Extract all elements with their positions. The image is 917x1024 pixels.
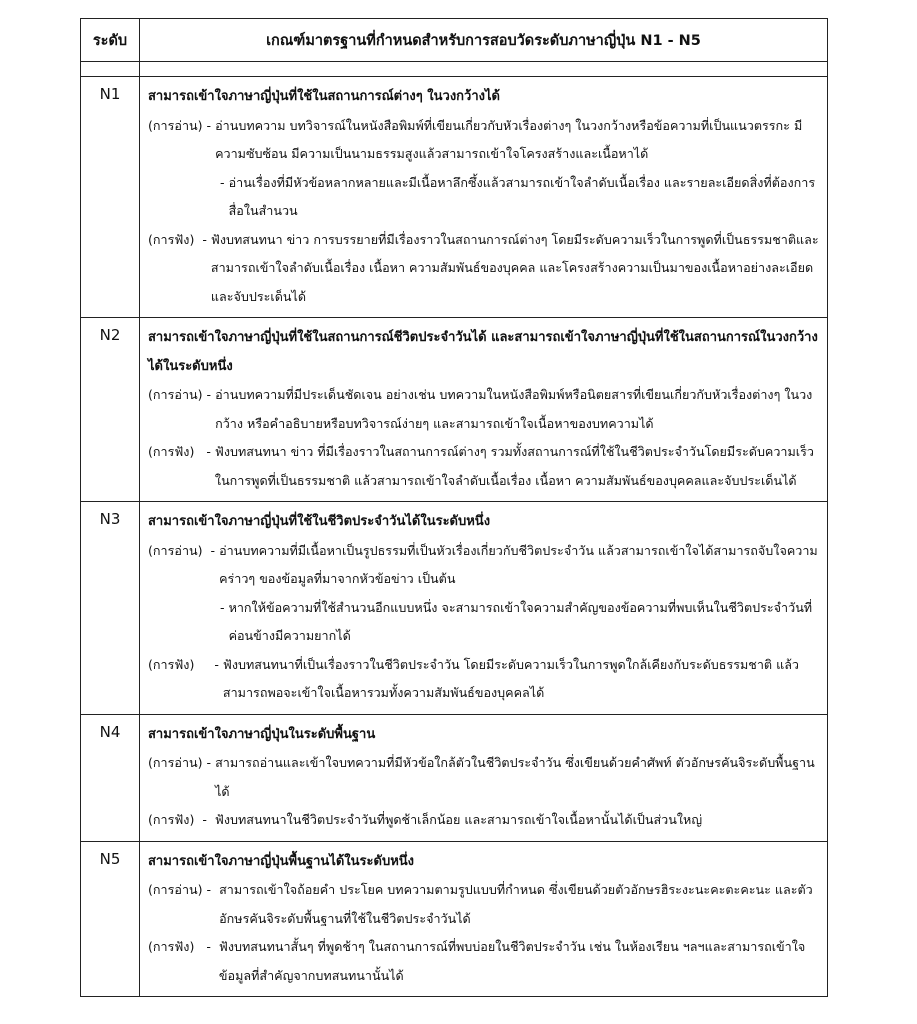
level-criteria bbox=[140, 841, 828, 997]
skill-tag: (การฟัง) - bbox=[148, 939, 219, 954]
level-row-n2 bbox=[81, 318, 828, 502]
level-name: N4 bbox=[81, 714, 140, 841]
table-header-row bbox=[81, 19, 828, 62]
criteria-text: ฟังบทสนทนา ข่าว ที่มีเรื่องราวในสถานการณ์ต่างๆ รวมทั้งสถานการณ์ที่ใช้ในชีวิตประจำวันโดยมีระดับความเร็วในการพูดที่เป็นธรรมชาติ แล้วสามารถเข้าใจลำดับเนื้อเรื่อง เนื้อหา ความสัมพันธ์ของบุคคลและจับประเด็นได้ bbox=[214, 444, 814, 488]
level-row-n1 bbox=[81, 77, 828, 318]
criteria-line bbox=[148, 438, 821, 495]
criteria-line bbox=[148, 933, 821, 990]
level-row-n4 bbox=[81, 714, 828, 841]
criteria-text: ฟังบทสนทนา ข่าว การบรรยายที่มีเรื่องราวในสถานการณ์ต่างๆ โดยมีระดับความเร็วในการพูดที่เป็นธรรมชาติและสามารถเข้าใจลำดับเนื้อเรื่อง เนื้อหา ความสัมพันธ์ของบุคคล และโครงสร้างความเป็นมาของเนื้อหาอย่างละเอียดและจับประเด็นได้ bbox=[210, 231, 819, 304]
criteria-line bbox=[148, 537, 821, 594]
level-criteria bbox=[140, 502, 828, 715]
skill-tag: (การฟัง) - bbox=[148, 812, 215, 827]
criteria-line bbox=[148, 169, 821, 226]
criteria-text: อ่านเรื่องที่มีหัวข้อหลากหลายและมีเนื้อหาลึกซึ้งแล้วสามารถเข้าใจลำดับเนื้อเรื่อง และรายละเอียดสิ่งที่ต้องการสื่อในสำนวน bbox=[228, 174, 816, 218]
level-name: N3 bbox=[81, 502, 140, 715]
skill-tag: (การอ่าน) - bbox=[148, 387, 216, 402]
level-criteria bbox=[140, 77, 828, 318]
skill-tag: (การอ่าน) - bbox=[148, 882, 220, 897]
criteria-text: สามารถอ่านและเข้าใจบทความที่มีหัวข้อใกล้ตัวในชีวิตประจำวัน ซึ่งเขียนด้วยคำศัพท์ ตัวอักษรคันจิระดับพื้นฐานได้ bbox=[215, 755, 815, 799]
criteria-text: อ่านบทความ บทวิจารณ์ในหนังสือพิมพ์ที่เขียนเกี่ยวกับหัวเรื่องต่างๆ ในวงกว้างหรือข้อความที่เป็นแนวตรรกะ มีความซับซ้อน มีความเป็นนามธรรมสูงแล้วสามารถเข้าใจโครงสร้างและเนื้อหาได้ bbox=[215, 117, 803, 161]
skill-tag: (การอ่าน) - bbox=[148, 755, 216, 770]
jlpt-criteria-table bbox=[80, 18, 828, 997]
level-row-n5 bbox=[81, 841, 828, 997]
criteria-text: อ่านบทความที่มีประเด็นชัดเจน อย่างเช่น บทความในหนังสือพิมพ์หรือนิตยสารที่เขียนเกี่ยวกับหัวเรื่องต่างๆ ในวงกว้าง หรือคำอธิบายหรือบทวิจารณ์ง่ายๆ และสามารถเข้าใจเนื้อหาของบทความได้ bbox=[215, 387, 813, 431]
level-summary: สามารถเข้าใจภาษาญี่ปุ่นในระดับพื้นฐาน bbox=[148, 726, 376, 742]
criteria-text: สามารถเข้าใจถ้อยคำ ประโยค บทความตามรูปแบบที่กำหนด ซึ่งเขียนด้วยตัวอักษรฮิระงะนะคะตะคะนะ และตัวอักษรคันจิระดับพื้นฐานที่ใช้ในชีวิตประจำวันได้ bbox=[219, 882, 813, 926]
level-row-n3 bbox=[81, 502, 828, 715]
skill-tag: - bbox=[220, 599, 229, 615]
criteria-text: ฟังบทสนทนาสั้นๆ ที่พูดช้าๆ ในสถานการณ์ที่พบบ่อยในชีวิตประจำวัน เช่น ในห้องเรียน ฯลฯและสามารถเข้าใจข้อมูลที่สำคัญจากบทสนทนานั้นได้ bbox=[218, 939, 806, 983]
level-summary: สามารถเข้าใจภาษาญี่ปุ่นที่ใช้ในสถานการณ์ชีวิตประจำวันได้ และสามารถเข้าใจภาษาญี่ปุ่นที่ใช้ในสถานการณ์ในวงกว้างได้ในระดับหนึ่ง bbox=[148, 330, 818, 374]
level-summary: สามารถเข้าใจภาษาญี่ปุ่นที่ใช้ในชีวิตประจำวันได้ในระดับหนึ่ง bbox=[148, 514, 491, 529]
level-name: N5 bbox=[81, 841, 140, 997]
criteria-line bbox=[148, 112, 821, 169]
criteria-text: ฟังบทสนทนาที่เป็นเรื่องราวในชีวิตประจำวัน โดยมีระดับความเร็วในการพูดใกล้เคียงกับระดับธรรมชาติ แล้วสามารถพอจะเข้าใจเนื้อหารวมทั้งความสัมพันธ์ของบุคคลได้ bbox=[222, 656, 799, 700]
level-summary: สามารถเข้าใจภาษาญี่ปุ่นพื้นฐานได้ในระดับหนึ่ง bbox=[148, 853, 414, 869]
criteria-line bbox=[148, 226, 821, 312]
skill-tag: (การฟัง) - bbox=[148, 656, 223, 672]
level-column-header: ระดับ bbox=[81, 19, 140, 62]
criteria-line bbox=[148, 594, 821, 651]
criteria-line bbox=[148, 876, 821, 933]
criteria-line bbox=[148, 749, 821, 806]
level-summary: สามารถเข้าใจภาษาญี่ปุ่นที่ใช้ในสถานการณ์ต่างๆ ในวงกว้างได้ bbox=[148, 89, 500, 104]
criteria-line bbox=[148, 651, 821, 708]
level-name: N1 bbox=[81, 77, 140, 318]
skill-tag: (การอ่าน) - bbox=[148, 542, 220, 558]
level-criteria bbox=[140, 318, 828, 502]
criteria-column-header: เกณฑ์มาตรฐานที่กำหนดสำหรับการสอบวัดระดับภาษาญี่ปุ่น N1 - N5 bbox=[140, 19, 828, 62]
criteria-line bbox=[148, 806, 821, 835]
skill-tag: (การฟัง) - bbox=[148, 444, 215, 459]
level-criteria bbox=[140, 714, 828, 841]
header-spacer-row bbox=[81, 62, 828, 77]
level-name: N2 bbox=[81, 318, 140, 502]
criteria-line bbox=[148, 381, 821, 438]
criteria-text: อ่านบทความที่มีเนื้อหาเป็นรูปธรรมที่เป็นหัวเรื่องเกี่ยวกับชีวิตประจำวัน แล้วสามารถเข้าใจได้สามารถจับใจความคร่าวๆ ของข้อมูลที่มาจากหัวข้อข่าว เป็นต้น bbox=[219, 542, 818, 586]
criteria-text: ฟังบทสนทนาในชีวิตประจำวันที่พูดช้าเล็กน้อย และสามารถเข้าใจเนื้อหานั้นได้เป็นส่วนใหญ่ bbox=[214, 812, 703, 827]
skill-tag: (การฟัง) - bbox=[148, 231, 211, 247]
skill-tag: - bbox=[220, 174, 229, 190]
criteria-text: หากให้ข้อความที่ใช้สำนวนอีกแบบหนึ่ง จะสามารถเข้าใจความสำคัญของข้อความที่พบเห็นในชีวิตประจำวันที่ค่อนข้างมีความยากได้ bbox=[228, 599, 813, 643]
skill-tag: (การอ่าน) - bbox=[148, 117, 216, 133]
